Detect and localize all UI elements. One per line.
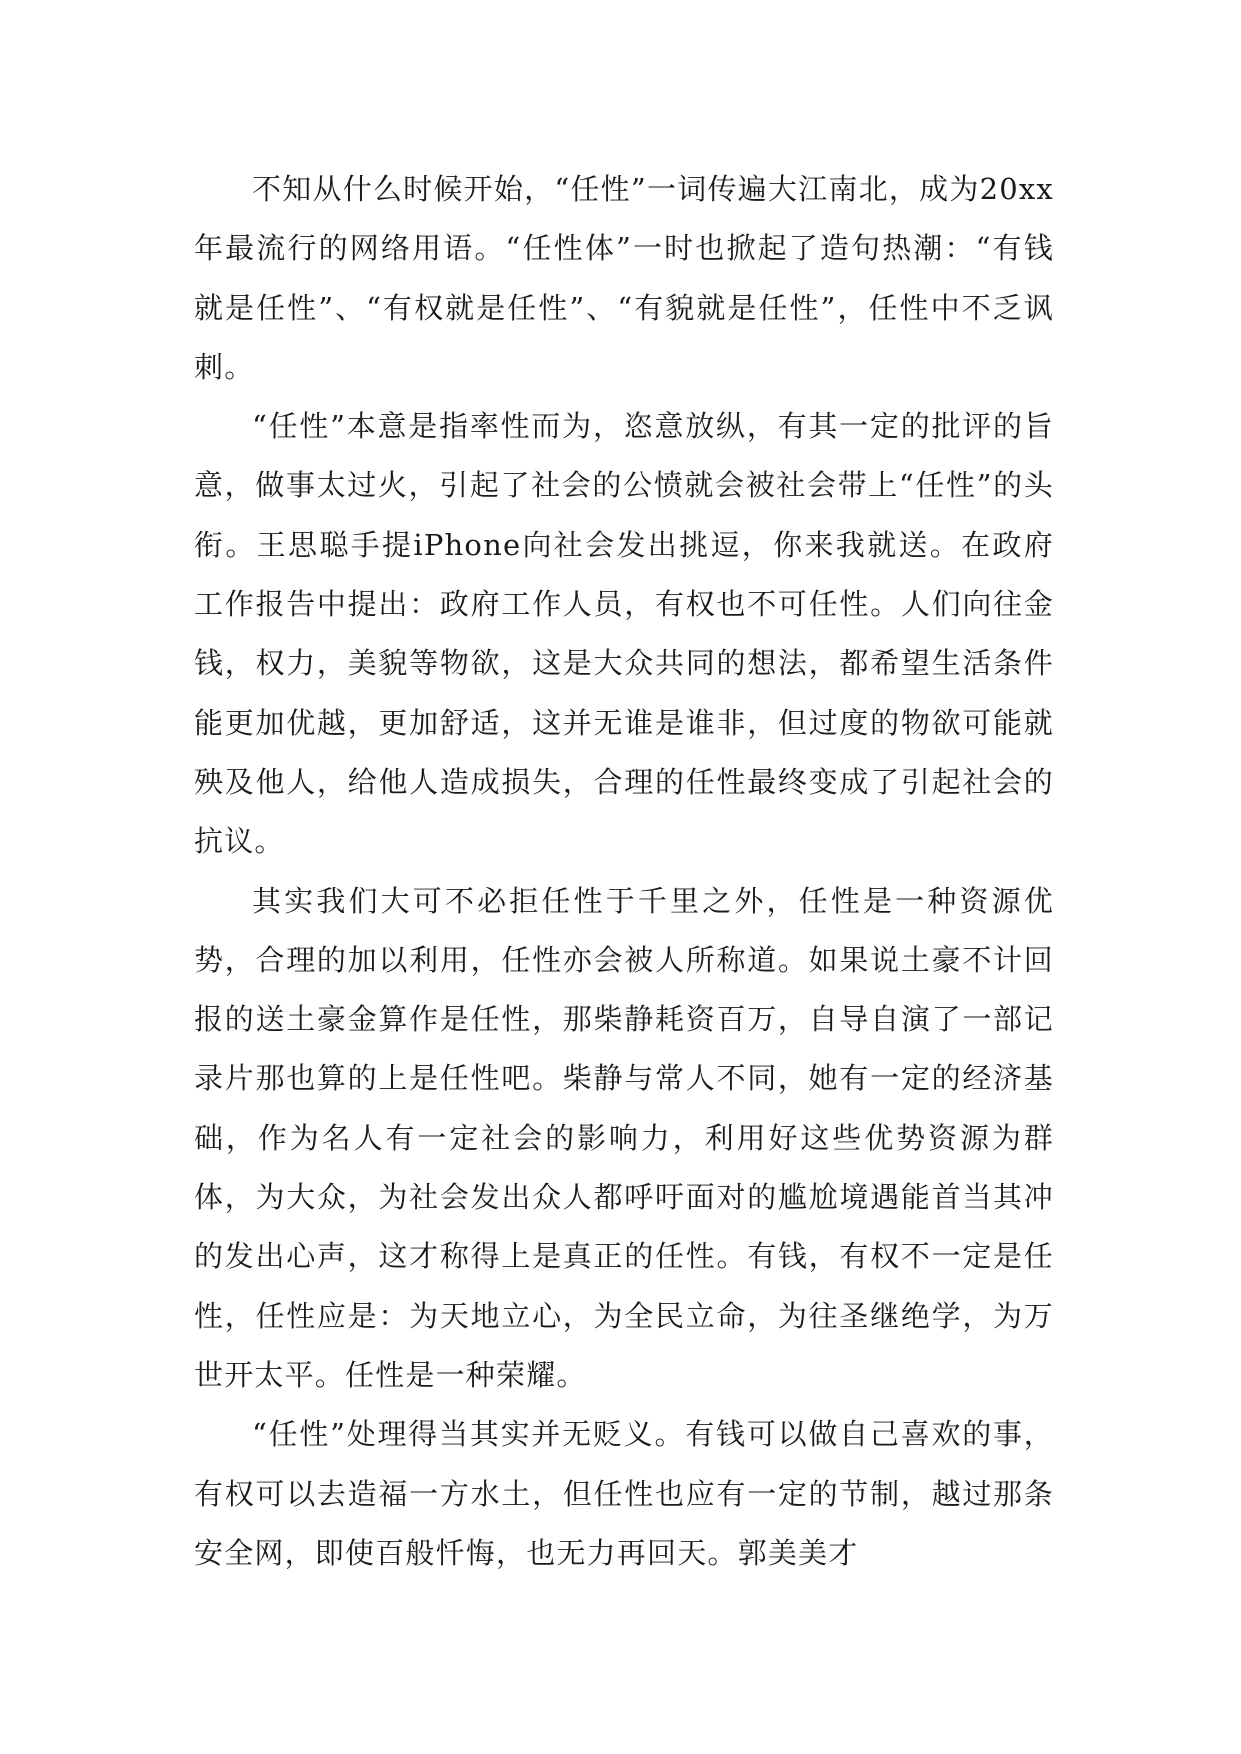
paragraph: “任性”处理得当其实并无贬义。有钱可以做自己喜欢的事，有权可以去造福一方水土，但任性也应有一定的节制，越过那条安全网，即使百般忏悔，也无力再回天。郭美美才 <box>194 1417 1054 1570</box>
document-body <box>194 160 1054 1583</box>
paragraph: 其实我们大可不必拒任性于千里之外，任性是一种资源优势，合理的加以利用，任性亦会被人所称道。如果说土豪不计回报的送土豪金算作是任性，那柴静耗资百万，自导自演了一部记录片那也算的上是任性吧。柴静与常人不同，她有一定的经济基础，作为名人有一定社会的影响力，利用好这些优势资源为群体，为大众，为社会发出众人都呼吁面对的尴尬境遇能首当其冲的发出心声，这才称得上是真正的任性。有钱，有权不一定是任性，任性应是：为天地立心，为全民立命，为往圣继绝学，为万世开太平。任性是一种荣耀。 <box>194 883 1054 1392</box>
paragraph: 不知从什么时候开始，“任性”一词传遍大江南北，成为20xx年最流行的网络用语。“任性体”一时也掀起了造句热潮：“有钱就是任性”、“有权就是任性”、“有貌就是任性”，任性中不乏讽刺。 <box>194 172 1054 384</box>
paragraph: “任性”本意是指率性而为，恣意放纵，有其一定的批评的旨意，做事太过火，引起了社会的公愤就会被社会带上“任性”的头衔。王思聪手提iPhone向社会发出挑逗，你来我就送。在政府工作报告中提出：政府工作人员，有权也不可任性。人们向往金钱，权力，美貌等物欲，这是大众共同的想法，都希望生活条件能更加优越，更加舒适，这并无谁是谁非，但过度的物欲可能就殃及他人，给他人造成损失，合理的任性最终变成了引起社会的抗议。 <box>194 409 1054 859</box>
